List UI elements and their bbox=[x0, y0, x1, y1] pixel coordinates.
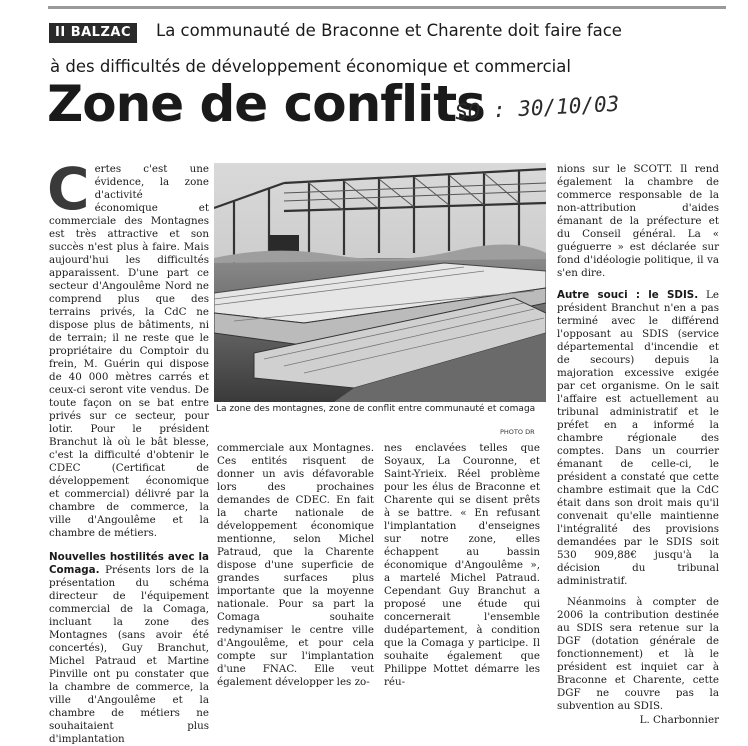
col2-paragraph-1: commerciale aux Montagnes. Ces entités risquent de donner un avis défavorable lors des prochaines demandes de CDEC. En fait la charte nationale de développement économique mentionne, selon Michel Patraud, que la Charente dispose d'une superficie de grandes surfaces plus importante que la moyenne nationale. Pour sa part la Comaga souhaite redynamiser le centre ville d'Angoulême, et pour cela compte sur l'implantation d'une FNAC. Elle veut également développer les zo- bbox=[217, 442, 374, 688]
col4-paragraph-2 bbox=[557, 289, 719, 588]
col3-paragraph-1: nes enclavées telles que Soyaux, La Couronne, et Saint-Yrieix. Réel problème pour les élus de Braconne et Charente qui se disent prêts à se battre. « En refusant l'implantation d'enseignes sur notre zone, elles échappent au bassin économique d'Angoulême », a martelé Michel Patraud. Cependant Guy Branchut a proposé une étude qui concernerait l'ensemble dudépartement, à condition que la Comaga y participe. Il souhaite également que Philippe Mottet démarre les réu- bbox=[384, 442, 540, 688]
article-column-2 bbox=[217, 442, 374, 689]
article-column-1 bbox=[47, 155, 209, 746]
col4-p2-text: Le président Branchut n'en a pas terminé avec le différend l'opposant au SDIS (service départemental d'incendie et de secours) depuis la majoration excessive exigée par cet organisme. On le sait l'affaire est actuellement au tribunal administratif et le préfet en a informé la chambre régionale des comptes. Dans un courrier émanant de celle-ci, le président a constaté que cette chambre estimait que la CdC était dans son droit mais qu'il convenait qu'elle maintienne l'intégralité des provisions demandées par le SDIS soit 530 909,88€ jusqu'à la décision du tribunal administratif. bbox=[557, 289, 719, 587]
col1-p1-text: ertes c'est une évidence, la zone d'activité économique et commerciale des Montagnes est très attractive et son succès n'est plus à faire. Mais aujourd'hui les difficultés apparaissent. D'une part ce secteur d'Angoulême Nord ne comprend plus que des terrains privés, la CdC ne dispose plus de bâtiments, ni de terrain; il ne reste que le propriétaire du Comptoir du frein, M. Guérin qui dispose de 40 000 mètres carrés et ceux-ci seront vite vendus. De toute façon on se bat entre privés sur ce secteur, pour lotir. Pour le président Branchut là où le bât blesse, c'est la difficulté d'obtenir le CDEC (Certificat de développement économique et commercial) délivré par la chambre de commerce, la ville d'Angoulême et la chambre de métiers. bbox=[49, 163, 209, 539]
photo-credit: PHOTO DR bbox=[500, 428, 535, 436]
kicker-line-1: La communauté de Braconne et Charente doit faire face bbox=[156, 21, 622, 40]
top-rule bbox=[48, 6, 726, 9]
handwritten-date-note: SO : 30/10/03 bbox=[454, 91, 620, 125]
col4-paragraph-3: Néanmoins à compter de 2006 la contribution destinée au SDIS sera retenue sur la DGF (dotation générale de fonctionnement) et là le président est inquiet car à Braconne et Charente, cette DGF ne couvre pas la subvention au SDIS. bbox=[557, 596, 719, 712]
article-column-4 bbox=[557, 163, 719, 727]
article-photo bbox=[214, 163, 546, 402]
headline: Zone de conflits bbox=[47, 75, 485, 133]
construction-site-image bbox=[214, 163, 546, 402]
col1-p2-text: Présents lors de la présentation du schéma directeur de l'équipement commercial de la Comaga, incluant la zone des Montagnes (sans avoir été concertés), Guy Branchut, Michel Patraud et Martine Pinville ont pu constater que la chambre de commerce, la ville d'Angoulême et la chambre de métiers ne souhaitaient plus d'implantation bbox=[49, 564, 209, 745]
author-signature: L. Charbonnier bbox=[639, 714, 719, 726]
dropcap: C bbox=[47, 155, 90, 223]
section-tag: II BALZAC bbox=[49, 23, 137, 43]
col1-paragraph-2 bbox=[49, 551, 209, 746]
subhead-hostilites: Nouvelles hostilités avec la Comaga. bbox=[49, 551, 209, 576]
col4-paragraph-1: nions sur le SCOTT. Il rend également la chambre de commerce responsable de la non-attribution d'aides émanant de la préfecture et du Conseil général. La « guéguerre » est déclarée sur fond d'idéologie politique, il va s'en dire. bbox=[557, 163, 719, 279]
photo-caption: La zone des montagnes, zone de conflit entre communauté et comaga bbox=[216, 404, 536, 414]
article-column-3 bbox=[384, 442, 540, 689]
kicker-line-2: à des difficultés de développement économique et commercial bbox=[50, 57, 571, 76]
col1-paragraph-1 bbox=[47, 155, 209, 540]
subhead-sdis: Autre souci : le SDIS. bbox=[557, 289, 699, 301]
